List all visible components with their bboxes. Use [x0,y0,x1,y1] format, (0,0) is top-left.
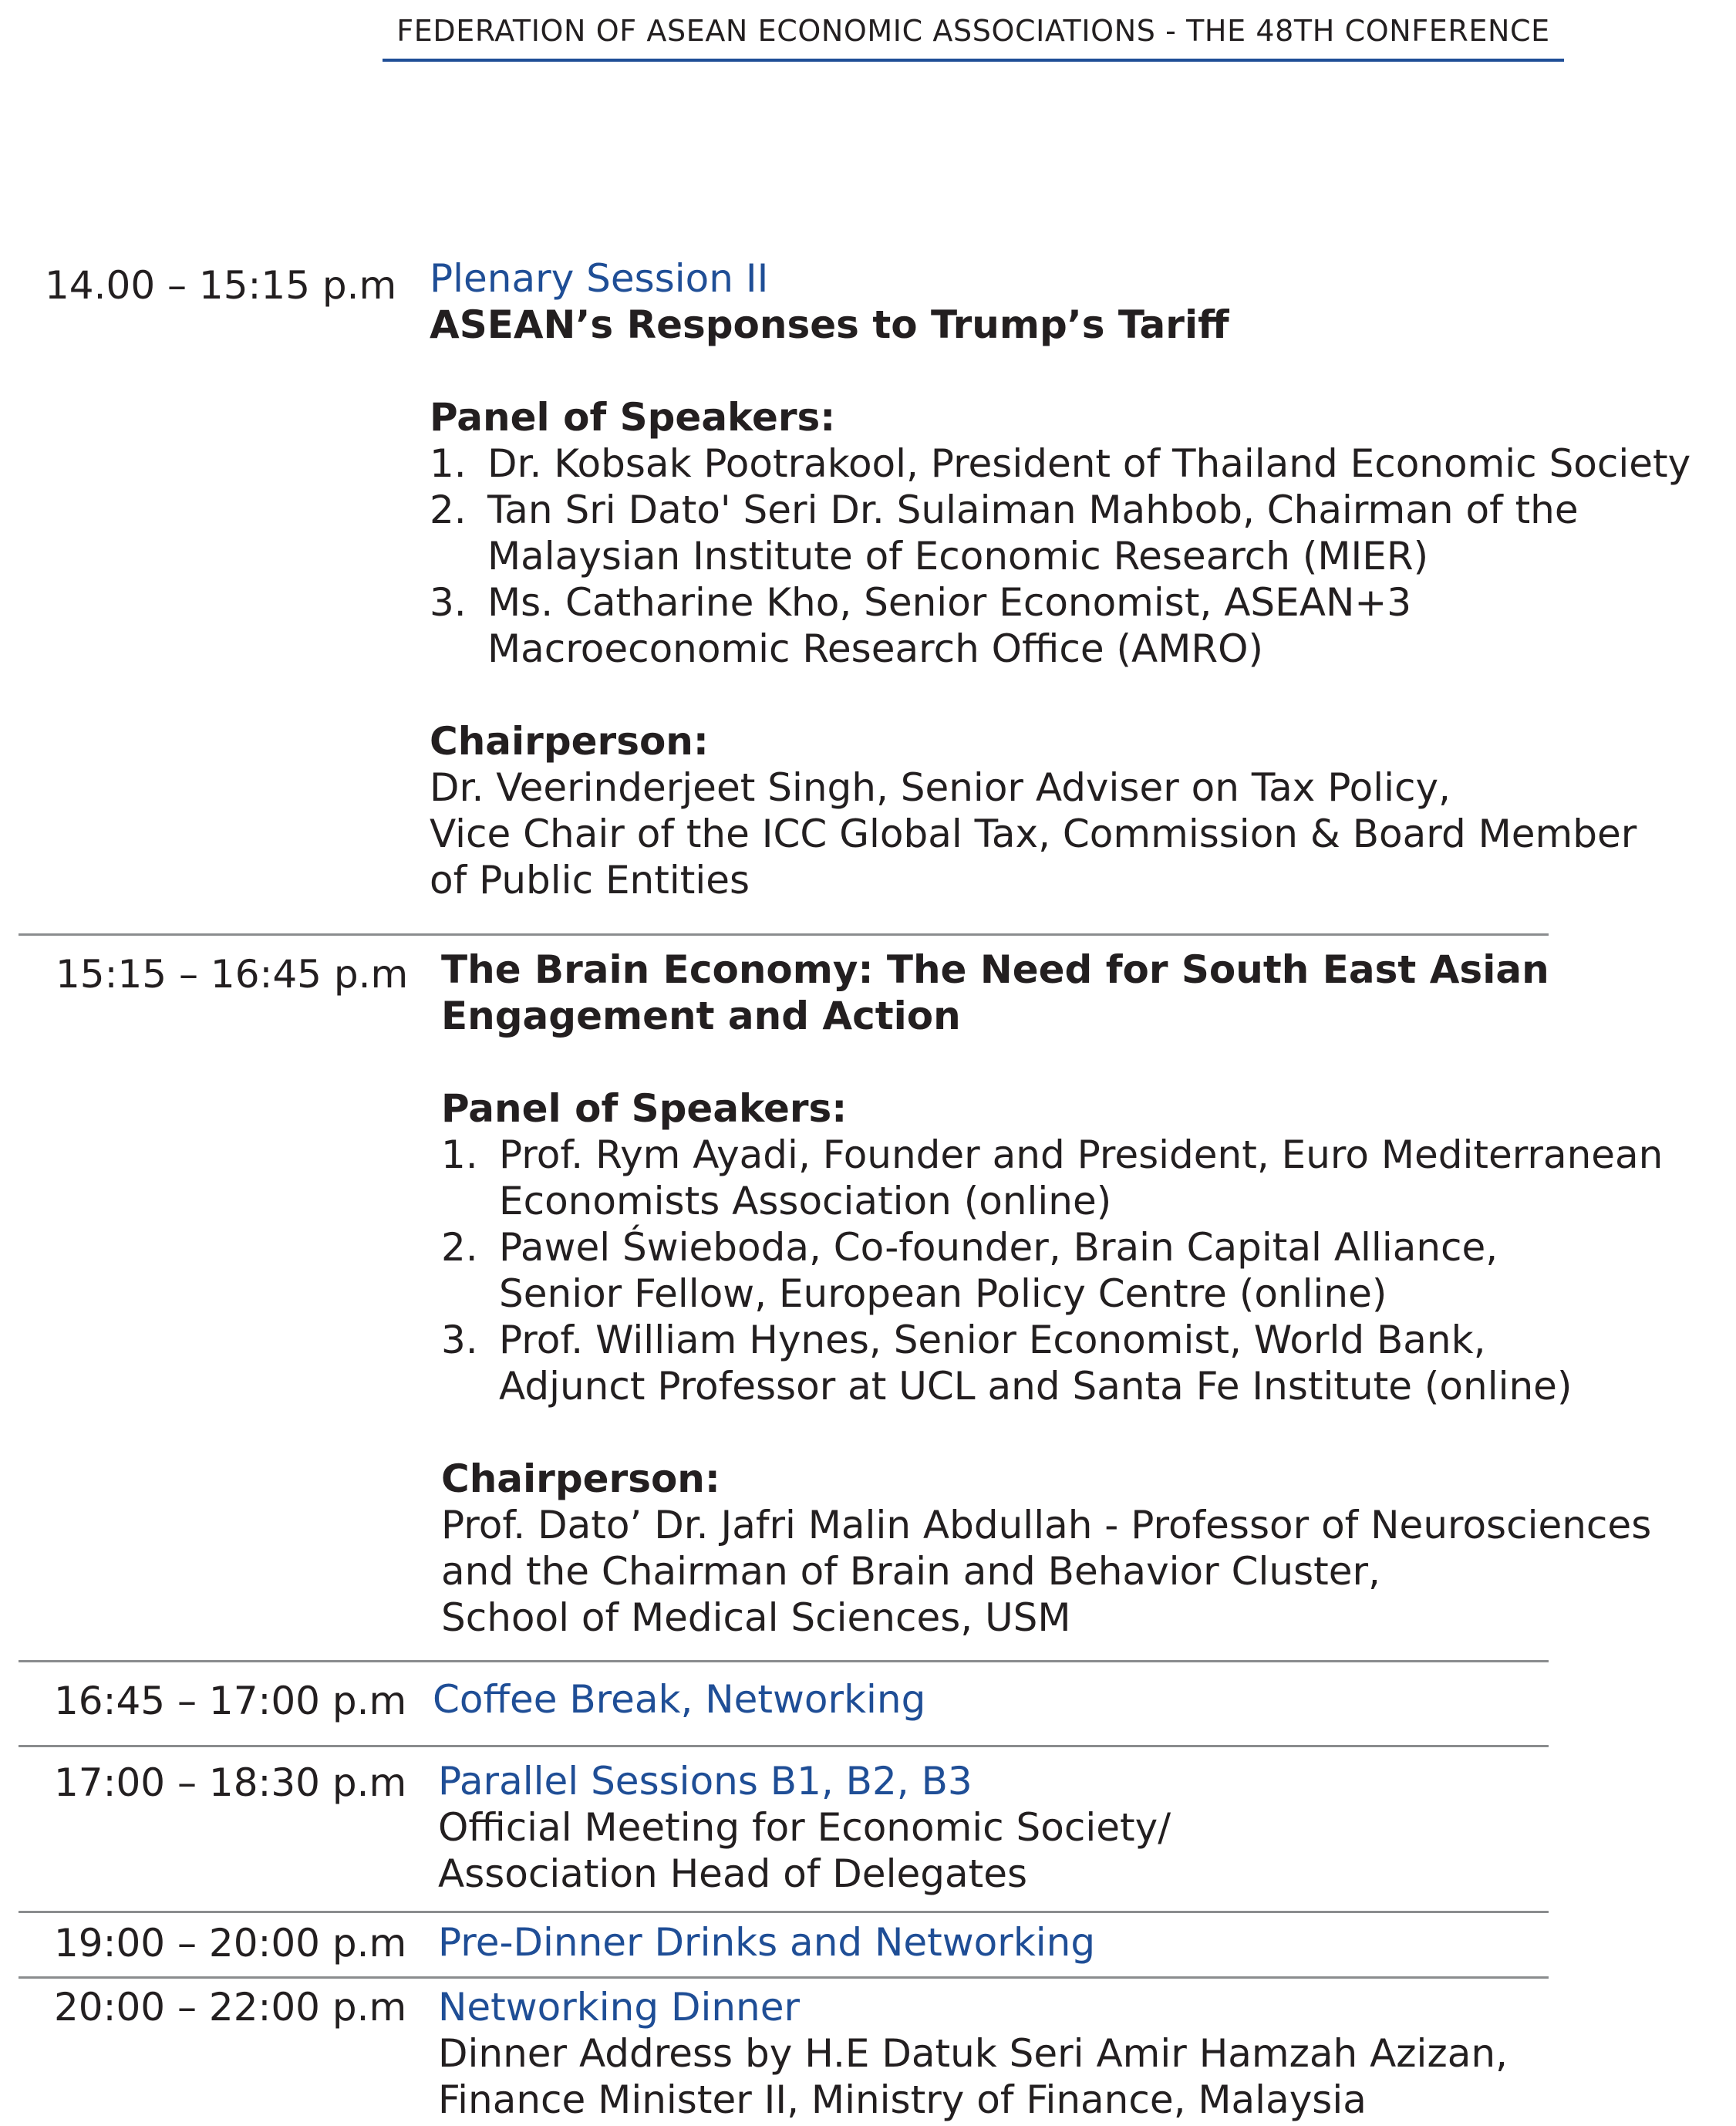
session-content [438,1758,1171,1897]
session-label: Plenary Session II [430,256,769,301]
session-time: 20:00 – 22:00 p.m [54,1985,407,2030]
speaker-number: 2. [430,488,467,532]
speaker-line: Tan Sri Dato' Seri Dr. Sulaiman Mahbob, Chairman of the [487,488,1579,532]
session-line: Official Meeting for Economic Society/ [438,1805,1171,1850]
session-label: Pre-Dinner Drinks and Networking [438,1920,1096,1965]
session-time: 15:15 – 16:45 p.m [56,952,409,997]
row-divider [19,933,1549,936]
row-divider [19,1976,1549,1979]
speaker-item [441,1132,1663,1224]
session-time: 16:45 – 17:00 p.m [54,1679,407,1723]
session-line: Dinner Address by H.E Datuk Seri Amir Hamzah Azizan, [438,2031,1508,2076]
chair-line: Vice Chair of the ICC Global Tax, Commission & Board Member [430,812,1637,856]
speaker-line: Malaysian Institute of Economic Research (MIER) [487,534,1429,579]
row-divider [19,1660,1549,1662]
chair-heading: Chairperson: [441,1456,720,1501]
chair-line: and the Chairman of Brain and Behavior Cluster, [441,1549,1380,1594]
session-line: Association Head of Delegates [438,1851,1028,1896]
chair-line: Prof. Dato’ Dr. Jafri Malin Abdullah - Professor of Neurosciences [441,1503,1652,1547]
session-content [430,255,1690,903]
panel-heading: Panel of Speakers: [441,1086,848,1131]
speaker-number: 1. [441,1132,478,1177]
session-content [433,1676,925,1723]
speaker-number: 2. [441,1225,478,1270]
session-label: Networking Dinner [438,1985,801,2030]
session-title: The Brain Economy: The Need for South East Asian [441,947,1549,992]
session-title: ASEAN’s Responses to Trump’s Tariff [430,302,1229,347]
session-title: Engagement and Action [441,994,961,1038]
session-label: Parallel Sessions B1, B2, B3 [438,1759,972,1804]
session-time: 17:00 – 18:30 p.m [54,1760,407,1805]
panel-heading: Panel of Speakers: [430,395,836,440]
speaker-line: Adjunct Professor at UCL and Santa Fe Institute (online) [499,1364,1573,1409]
speaker-line: Pawel Świeboda, Co-founder, Brain Capital Alliance, [499,1225,1498,1270]
speaker-line: Ms. Catharine Kho, Senior Economist, ASEAN+3 [487,580,1412,625]
speaker-line: Prof. Rym Ayadi, Founder and President, Euro Mediterranean [499,1132,1664,1177]
session-content [438,1984,1508,2123]
conference-title: FEDERATION OF ASEAN ECONOMIC ASSOCIATIONS - THE 48TH CONFERENCE [396,14,1550,48]
speaker-item [441,1224,1663,1317]
speaker-number: 3. [430,580,467,625]
session-content [441,947,1663,1641]
session-time: 14.00 – 15:15 p.m [45,263,397,308]
speaker-line: Prof. William Hynes, Senior Economist, World Bank, [499,1318,1486,1362]
row-divider [19,1745,1549,1747]
session-label: Coffee Break, Networking [433,1677,926,1722]
session-content [438,1919,1095,1966]
speaker-item [430,579,1690,672]
speaker-item [430,440,1690,487]
speaker-item [441,1317,1663,1409]
session-time: 19:00 – 20:00 p.m [54,1921,407,1966]
speaker-number: 1. [430,441,467,486]
chair-line: School of Medical Sciences, USM [441,1595,1071,1640]
speaker-line: Senior Fellow, European Policy Centre (online) [499,1271,1387,1316]
row-divider [19,1911,1549,1913]
speaker-number: 3. [441,1318,478,1362]
session-line: Finance Minister II, Ministry of Finance, Malaysia [438,2077,1367,2122]
page-header [383,8,1564,62]
chair-line: Dr. Veerinderjeet Singh, Senior Adviser on Tax Policy, [430,765,1451,810]
speaker-item [430,487,1690,579]
chair-heading: Chairperson: [430,719,709,764]
speaker-line: Dr. Kobsak Pootrakool, President of Thailand Economic Society [487,441,1691,486]
speaker-line: Macroeconomic Research Office (AMRO) [487,626,1263,671]
chair-line: of Public Entities [430,858,750,903]
speaker-line: Economists Association (online) [499,1179,1112,1223]
